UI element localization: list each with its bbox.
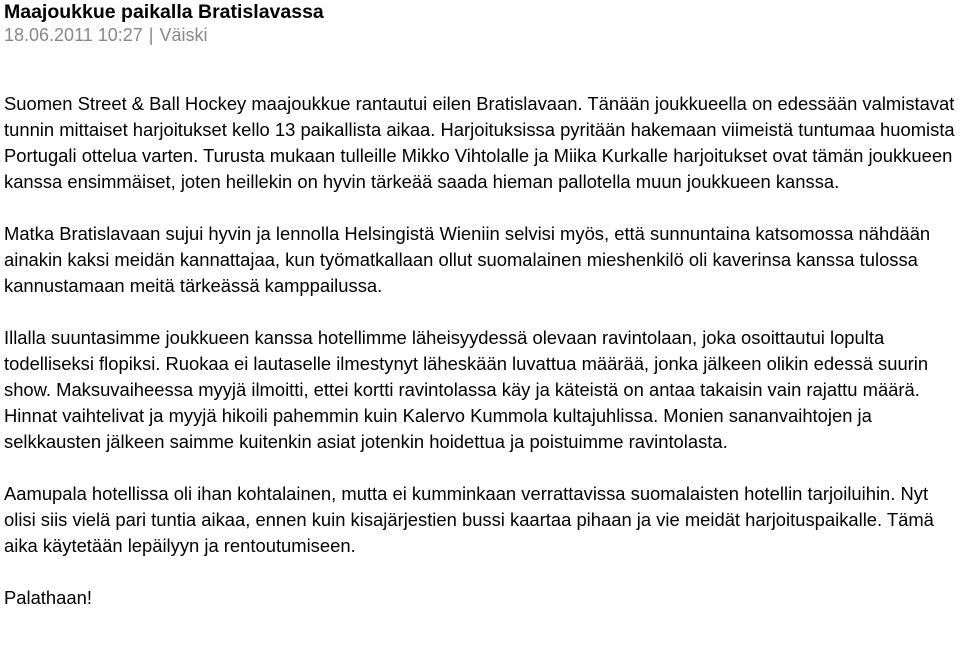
meta-separator: |: [148, 25, 154, 45]
article: [4, 0, 956, 611]
article-date: 18.06.2011 10:27: [4, 25, 143, 45]
paragraph: Illalla suuntasimme joukkueen kanssa hotellimme läheisyydessä olevaan ravintolaan, joka osoittautui lopulta todelliseksi flopiksi. Ruokaa ei lautaselle ilmestynyt läheskään luvattua määrää, jonka jälkeen olikin edessä suurin show. Maksuvaiheessa myyjä ilmoitti, ettei kortti ravintolassa käy ja käteistä on antaa takaisin vain rajattu määrä. Hinnat vaihtelivat ja myyjä hikoili pahemmin kuin Kalervo Kummola kultajuhlissa. Monien sananvaihtojen ja selkkausten jälkeen saimme kuitenkin asiat jotenkin hoidettua ja poistuimme ravintolasta.: [4, 327, 929, 452]
closing-line: Palathaan!: [4, 587, 92, 608]
paragraph: Aamupala hotellissa oli ihan kohtalainen, mutta ei kumminkaan verrattavissa suomalaisten hotellin tarjoiluihin. Nyt olisi siis vielä pari tuntia aikaa, ennen kuin kisajärjestien bussi kaartaa pihaan ja vie meidät harjoituspaikalle. Tämä aika käytetään lepäilyyn ja rentoutumiseen.: [4, 483, 934, 556]
article-title: Maajoukkue paikalla Bratislavassa: [4, 1, 324, 23]
article-author: Väiski: [159, 25, 208, 45]
article-meta: [4, 23, 956, 47]
paragraph: Suomen Street & Ball Hockey maajoukkue rantautui eilen Bratislavaan. Tänään joukkueella on edessään valmistavat tunnin mittaiset harjoitukset kello 13 paikallista aikaa. Harjoituksissa pyritään hakemaan viimeistä tuntumaa huomista Portugali ottelua varten. Turusta mukaan tulleille Mikko Vihtolalle ja Miika Kurkalle harjoitukset ovat tämän joukkueen kanssa ensimmäiset, joten heillekin on hyvin tärkeää saada hieman pallotella muun joukkueen kanssa.: [4, 93, 955, 192]
article-body: [4, 91, 956, 611]
paragraph: Matka Bratislavaan sujui hyvin ja lennolla Helsingistä Wieniin selvisi myös, että sunnuntaina katsomossa nähdään ainakin kaksi meidän kannattajaa, kun työmatkallaan ollut suomalainen mieshenkilö oli kaverinsa kanssa tulossa kannustamaan meitä tärkeässä kamppailussa.: [4, 223, 931, 296]
